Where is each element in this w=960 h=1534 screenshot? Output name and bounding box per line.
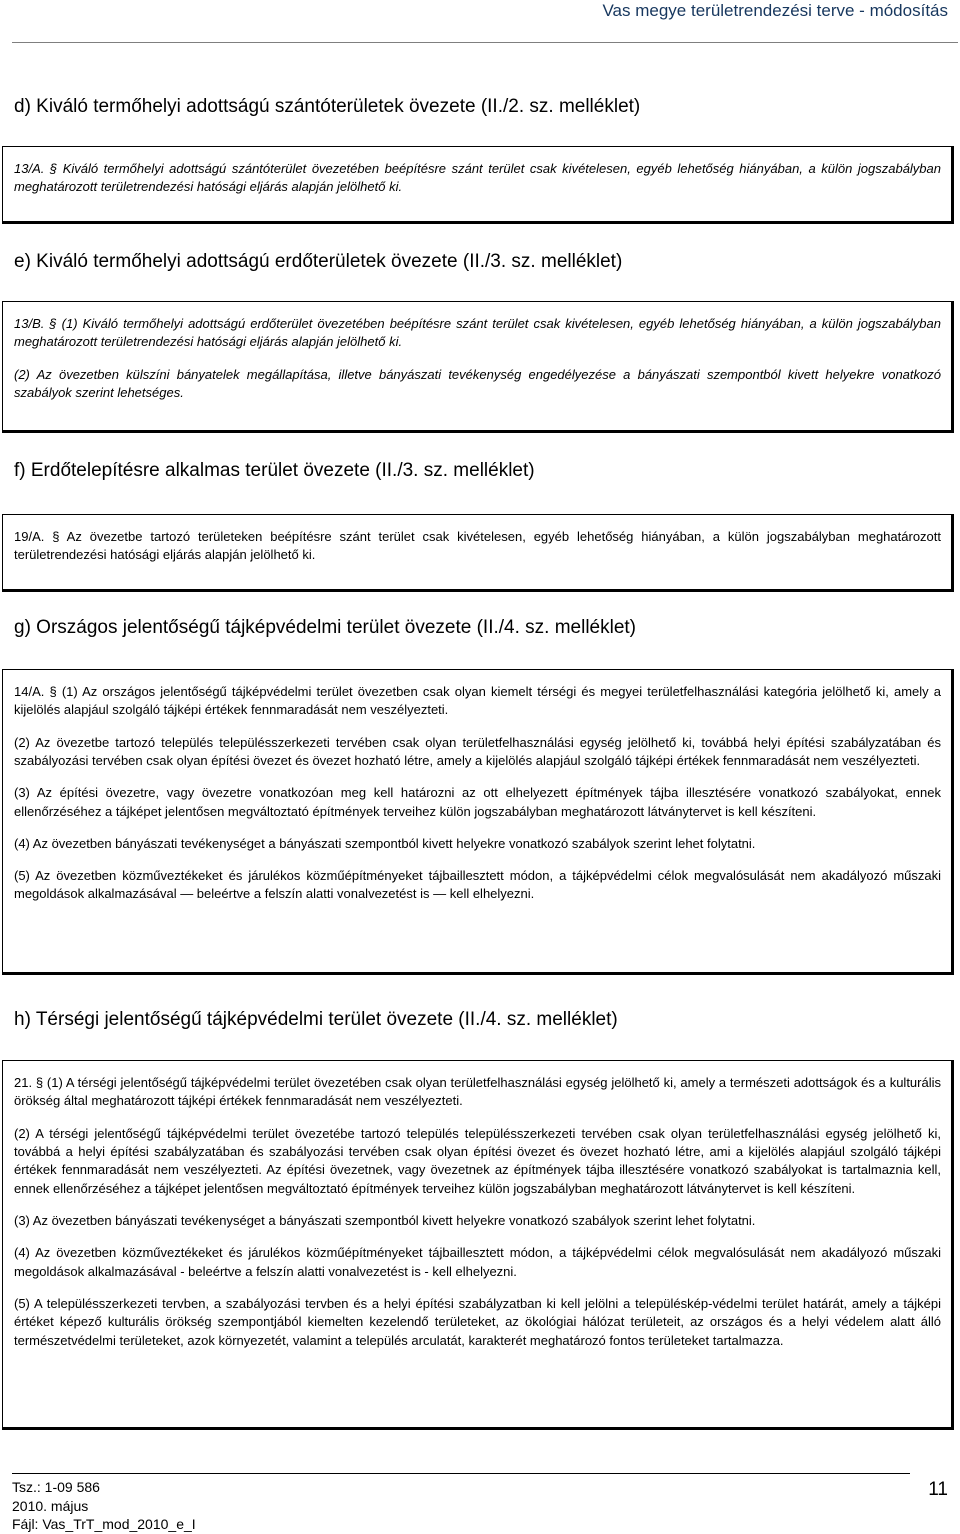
section-g-paragraph-3: (3) Az építési övezetre, vagy övezetre vonatkozóan meg kell határozni az ott elhelyezett építmények tájba illesztésére vonatkozó szabályokat, ennek ellenőrzéséhez a tájképet jelentősen megváltoztató építmények terveihez külön jogszabályban meghatározott látványtervet is kell készíteni. xyxy=(14,785,941,819)
section-f-paragraph-1: 19/A. § Az övezetbe tartozó területeken beépítésre szánt terület csak kivételesen, egyéb lehetőség hiányában, a külön jogszabályban meghatározott területrendezési hatósági eljárás alapján jelölhető ki. xyxy=(14,529,941,563)
section-g-paragraph-1: 14/A. § (1) Az országos jelentőségű tájképvédelmi terület övezetben csak olyan kiemelt térségi és megyei területfelhasználási kategória jelölhető ki, amely a kijelölés alapjául szolgáló tájképi értékek fennmaradását nem veszélyezteti. xyxy=(14,684,941,718)
section-d-heading: d) Kiváló termőhelyi adottságú szántóterületek övezete (II./2. sz. melléklet) xyxy=(14,96,641,117)
section-g-heading: g) Országos jelentőségű tájképvédelmi terület övezete (II./4. sz. melléklet) xyxy=(14,617,637,638)
section-e-paragraph-2: (2) Az övezetben külszíni bányatelek megállapítása, illetve bányászati tevékenység engedélyezése a bányászati szempontból kivett helyekre vonatkozó szabályok szerint lehetséges. xyxy=(14,366,941,401)
section-f-heading: f) Erdőtelepítésre alkalmas terület övezete (II./3. sz. melléklet) xyxy=(14,460,535,481)
section-g-box xyxy=(2,669,954,975)
section-g-paragraph-5: (5) Az övezetben közműveztékeket és járulékos közműépítményeket tájbaillesztett módon, a tájképvédelmi célok megvalósulását nem akadályozó műszaki megoldások alkalmazásával — beleértve a felszín alatti vonalvezetést is — kell elhelyezni. xyxy=(14,868,941,902)
footer-tsz: Tsz.: 1-09 586 xyxy=(12,1479,100,1495)
section-e-heading: e) Kiváló termőhelyi adottságú erdőterületek övezete (II./3. sz. melléklet) xyxy=(14,251,623,272)
header-divider xyxy=(12,42,958,43)
page-number: 11 xyxy=(928,1479,948,1500)
section-h-paragraph-3: (3) Az övezetben bányászati tevékenységet a bányászati szempontból kivett helyekre vonatkozó szabályok szerint lehet folytatni. xyxy=(14,1213,756,1229)
section-f-box xyxy=(2,514,954,592)
section-h-paragraph-2: (2) A térségi jelentőségű tájképvédelmi terület övezetébe tartozó település településszerkezeti tervében csak olyan területfelhasználási egység jelölhető ki, továbbá a helyi építési szabályzatában és szabályozási tervében csak olyan építési övezet és övezet hozható létre, ami a kijelölés alapjául szolgáló tájképi értékek fennmaradását nem veszélyezteti. Az építési övezetnek, vagy övezetnek az építmények tájba illesztésére vonatkozó szabályokat is tartalmaznia kell, ennek ellenőrzéséhez a tájképet jelentősen megváltoztató építmények terveihez külön jogszabályban meghatározott látványtervet is kell készíteni. xyxy=(14,1125,941,1196)
section-d-paragraph-1: 13/A. § Kiváló termőhelyi adottságú szántóterület övezetében beépítésre szánt terület csak kivételesen, egyéb lehetőség hiányában, a külön jogszabályban meghatározott területrendezési hatósági eljárás alapján jelölhető ki. xyxy=(14,161,941,195)
footer-date: 2010. május xyxy=(12,1497,89,1514)
footer-file: Fájl: Vas_TrT_mod_2010_e_I xyxy=(12,1516,196,1532)
page-header-title: Vas megye területrendezési terve - módosítás xyxy=(602,1,948,20)
section-h-paragraph-4: (4) Az övezetben közműveztékeket és járulékos közműépítményeket tájbaillesztett módon, a tájképvédelmi célok megvalósulását nem akadályozó műszaki megoldások alkalmazásával - beleértve a felszín alatti vonalvezetést is - kell elhelyezni. xyxy=(14,1245,941,1279)
section-h-box xyxy=(2,1060,954,1430)
section-g-paragraph-2: (2) Az övezetbe tartozó település településszerkezeti tervében csak olyan területfelhasználási egység jelölhető ki, továbbá helyi építési szabályzatában és szabályozási tervében csak olyan építési övezet és övezet hozható létre, amely a kijelölés alapjául szolgáló tájképi értékek fennmaradását nem veszélyezteti. xyxy=(14,734,941,769)
section-e-box xyxy=(2,301,954,433)
section-h-heading: h) Térségi jelentőségű tájképvédelmi terület övezete (II./4. sz. melléklet) xyxy=(14,1009,618,1030)
footer-info xyxy=(12,1478,196,1534)
section-e-paragraph-1: 13/B. § (1) Kiváló termőhelyi adottságú erdőterület övezetében beépítésre szánt terület csak kivételesen, egyéb lehetőség hiányában, a külön jogszabályban meghatározott területrendezési hatósági eljárás alapján jelölhető ki. xyxy=(14,316,941,350)
section-d-box xyxy=(2,146,954,224)
section-h-paragraph-5: (5) A településszerkezeti tervben, a szabályozási tervben és a helyi építési szabályzatban ki kell jelölni a településkép-védelmi terület határát, amely a tájképi értéket képező kulturális örökség szempontjából kiemelten kezelendő területeket, az ökológiai hálózat területeit, az országos és a helyi védelem alatt álló természetvédelmi területeket, azok környezetét, valamint a település arculatát, karakterét meghatározó fontos területeket tartalmazza. xyxy=(14,1295,941,1348)
section-h-paragraph-1: 21. § (1) A térségi jelentőségű tájképvédelmi terület övezetében csak olyan területfelhasználási egység jelölhető ki, amely a természeti adottságok és a kulturális örökség által meghatározott tájképi értékek fennmaradását nem veszélyezteti. xyxy=(14,1075,941,1109)
footer-divider xyxy=(12,1473,910,1474)
section-g-paragraph-4: (4) Az övezetben bányászati tevékenységet a bányászati szempontból kivett helyekre vonatkozó szabályok szerint lehet folytatni. xyxy=(14,835,756,851)
